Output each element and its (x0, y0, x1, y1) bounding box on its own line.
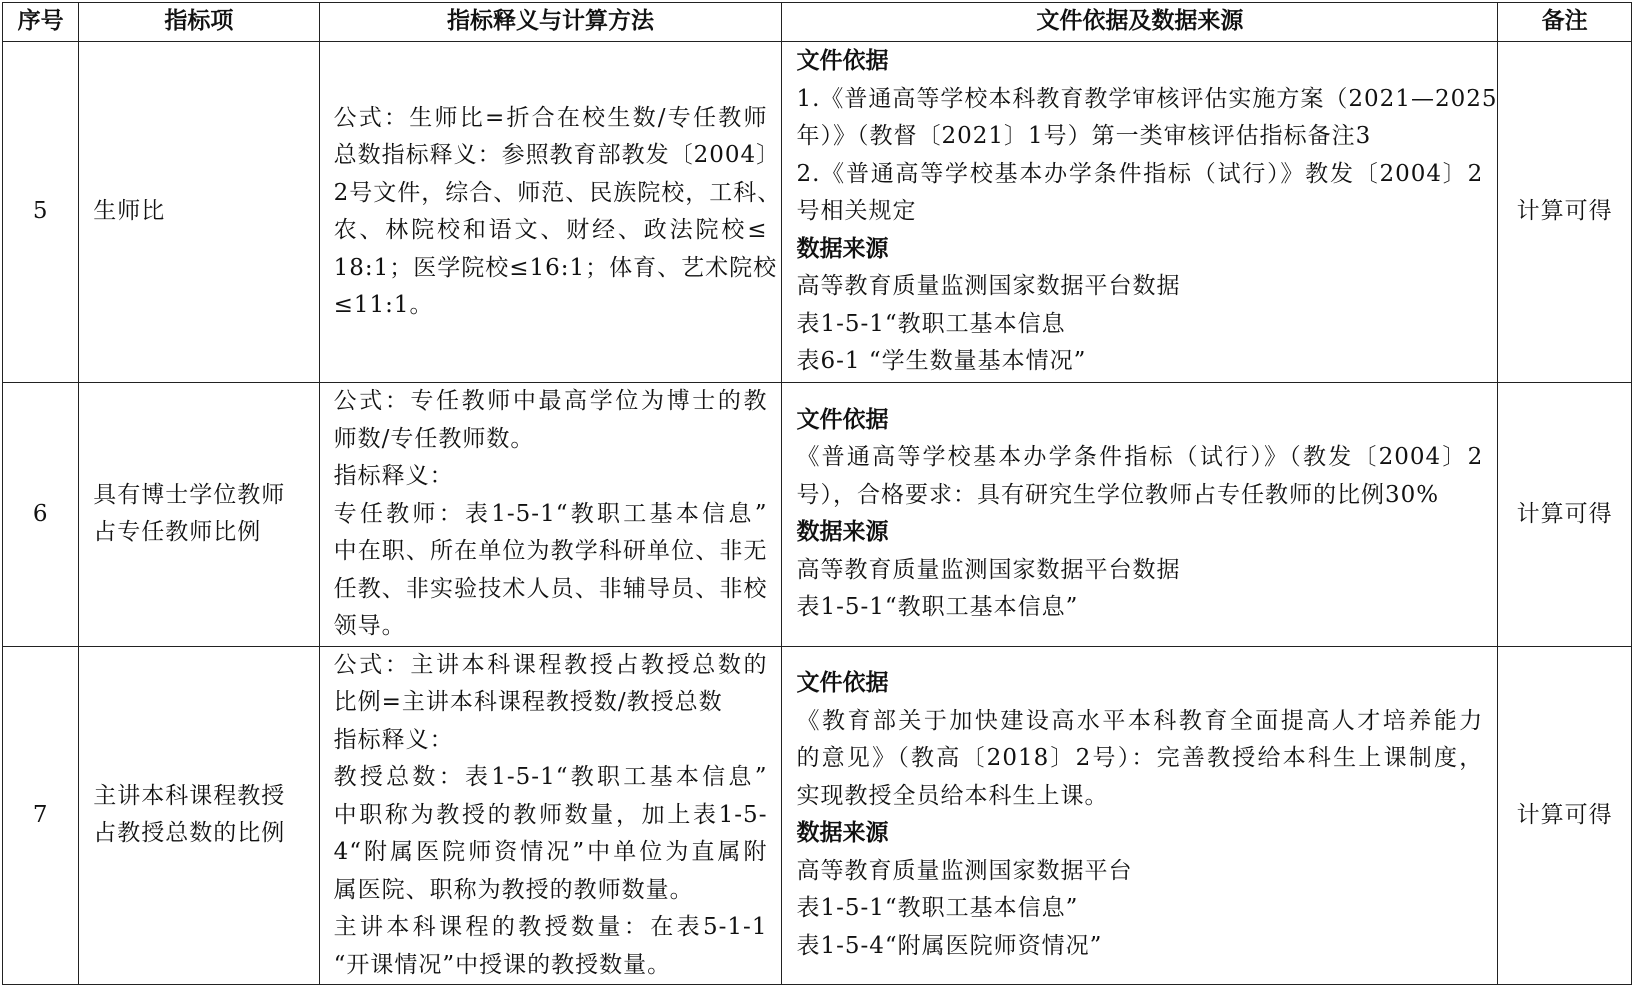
definition-line: 专任教师：表1-5-1“教职工基本信息” (333, 500, 768, 527)
definition-line: 中职称为教授的教师数量，加上表1-5- (333, 801, 768, 828)
header-seq: 序号 (3, 3, 79, 42)
data-source-line: 高等教育质量监测国家数据平台 (796, 857, 1133, 884)
row-indicator (79, 646, 319, 985)
data-source-heading: 数据来源 (796, 519, 889, 546)
definition-line: 主讲本科课程的教授数量：在表5-1-1 (333, 914, 768, 940)
data-source-line: 表1-5-1“教职工基本信息 (796, 310, 1066, 337)
row-seq: 7 (3, 646, 79, 985)
header-source: 文件依据及数据来源 (782, 3, 1498, 42)
definition-line: 公式：专任教师中最高学位为博士的教 (333, 388, 768, 414)
file-basis-line: 《教育部关于加快建设高水平本科教育全面提高人才培养能力 (796, 707, 1484, 734)
file-basis-line: 号），合格要求：具有研究生学位教师占专任教师的比例30% (796, 481, 1440, 508)
definition-line: 农、林院校和语文、财经、政法院校≤ (333, 217, 768, 243)
data-source-heading: 数据来源 (796, 235, 889, 262)
file-basis-line: 的意见》（教高〔2018〕2号）：完善教授给本科生上课制度， (796, 745, 1484, 772)
row-seq: 6 (3, 383, 79, 647)
data-source-line: 表1-5-1“教职工基本信息” (796, 895, 1079, 922)
definition-line: 4“附属医院师资情况”中单位为直属附 (333, 839, 768, 865)
indicator-line: 占专任教师比例 (93, 519, 262, 546)
table-header-row (3, 3, 1632, 42)
row-source (782, 646, 1498, 985)
indicator-line: 具有博士学位教师 (93, 481, 286, 508)
indicator-table (2, 2, 1632, 985)
file-basis-heading: 文件依据 (796, 48, 889, 75)
file-basis-heading: 文件依据 (796, 406, 889, 433)
definition-line: 比例=主讲本科课程教授数/教授总数 (333, 689, 723, 715)
data-source-line: 高等教育质量监测国家数据平台数据 (796, 273, 1181, 300)
row-source (782, 383, 1498, 647)
definition-line: 总数指标释义：参照教育部教发〔2004〕 (333, 142, 781, 168)
file-basis-heading: 文件依据 (796, 670, 889, 697)
file-basis-line: 年）》（教督〔2021〕1号）第一类审核评估指标备注3 (796, 123, 1372, 150)
data-source-line: 高等教育质量监测国家数据平台数据 (796, 556, 1181, 583)
definition-line: 18:1；医学院校≤16:1；体育、艺术院校 (333, 254, 778, 281)
definition-line: 任教、非实验技术人员、非辅导员、非校 (333, 575, 768, 602)
definition-line: ≤11:1。 (333, 292, 434, 318)
data-source-heading: 数据来源 (796, 820, 889, 847)
row-remark: 计算可得 (1498, 383, 1632, 647)
definition-line: 中在职、所在单位为教学科研单位、非无 (333, 538, 768, 564)
header-remark: 备注 (1498, 3, 1632, 42)
data-source-line: 表1-5-4“附属医院师资情况” (796, 932, 1103, 959)
definition-line: 教授总数：表1-5-1“教职工基本信息” (333, 764, 768, 790)
row-definition (319, 383, 782, 647)
file-basis-line: 《普通高等学校基本办学条件指标（试行）》（教发〔2004〕2 (796, 444, 1484, 471)
header-indicator: 指标项 (79, 3, 319, 42)
indicator-line: 占教授总数的比例 (93, 820, 286, 847)
row-seq: 5 (3, 42, 79, 383)
row-remark: 计算可得 (1498, 646, 1632, 985)
row-source (782, 42, 1498, 383)
file-basis-line: 号相关规定 (796, 198, 917, 225)
definition-line: “开课情况”中授课的教授数量。 (333, 951, 672, 978)
row-indicator (79, 383, 319, 647)
definition-line: 领导。 (333, 613, 406, 639)
data-source-line: 表6-1 “学生数量基本情况” (796, 348, 1087, 375)
header-definition: 指标释义与计算方法 (319, 3, 782, 42)
indicator-line: 主讲本科课程教授 (93, 782, 286, 809)
file-basis-line: 实现教授全员给本科生上课。 (796, 782, 1109, 809)
definition-line: 指标释义： (333, 726, 454, 753)
file-basis-line: 1.《普通高等学校本科教育教学审核评估实施方案（2021—2025 (796, 85, 1498, 112)
definition-line: 师数/专任教师数。 (333, 425, 535, 452)
definition-line: 2号文件，综合、师范、民族院校，工科、 (333, 179, 782, 206)
definition-line: 公式：生师比=折合在校生数/专任教师 (333, 104, 768, 131)
file-basis-line: 2.《普通高等学校基本办学条件指标（试行）》教发〔2004〕2 (796, 160, 1484, 187)
row-indicator (79, 42, 319, 383)
indicator-line: 生师比 (93, 198, 166, 225)
table-row (3, 42, 1632, 383)
definition-line: 属医院、职称为教授的教师数量。 (333, 876, 694, 903)
definition-line: 指标释义： (333, 463, 454, 489)
row-remark: 计算可得 (1498, 42, 1632, 383)
row-definition (319, 646, 782, 985)
data-source-line: 表1-5-1“教职工基本信息” (796, 594, 1079, 621)
table-row (3, 646, 1632, 985)
table-row (3, 383, 1632, 647)
definition-line: 公式：主讲本科课程教授占教授总数的 (333, 651, 768, 678)
row-definition (319, 42, 782, 383)
